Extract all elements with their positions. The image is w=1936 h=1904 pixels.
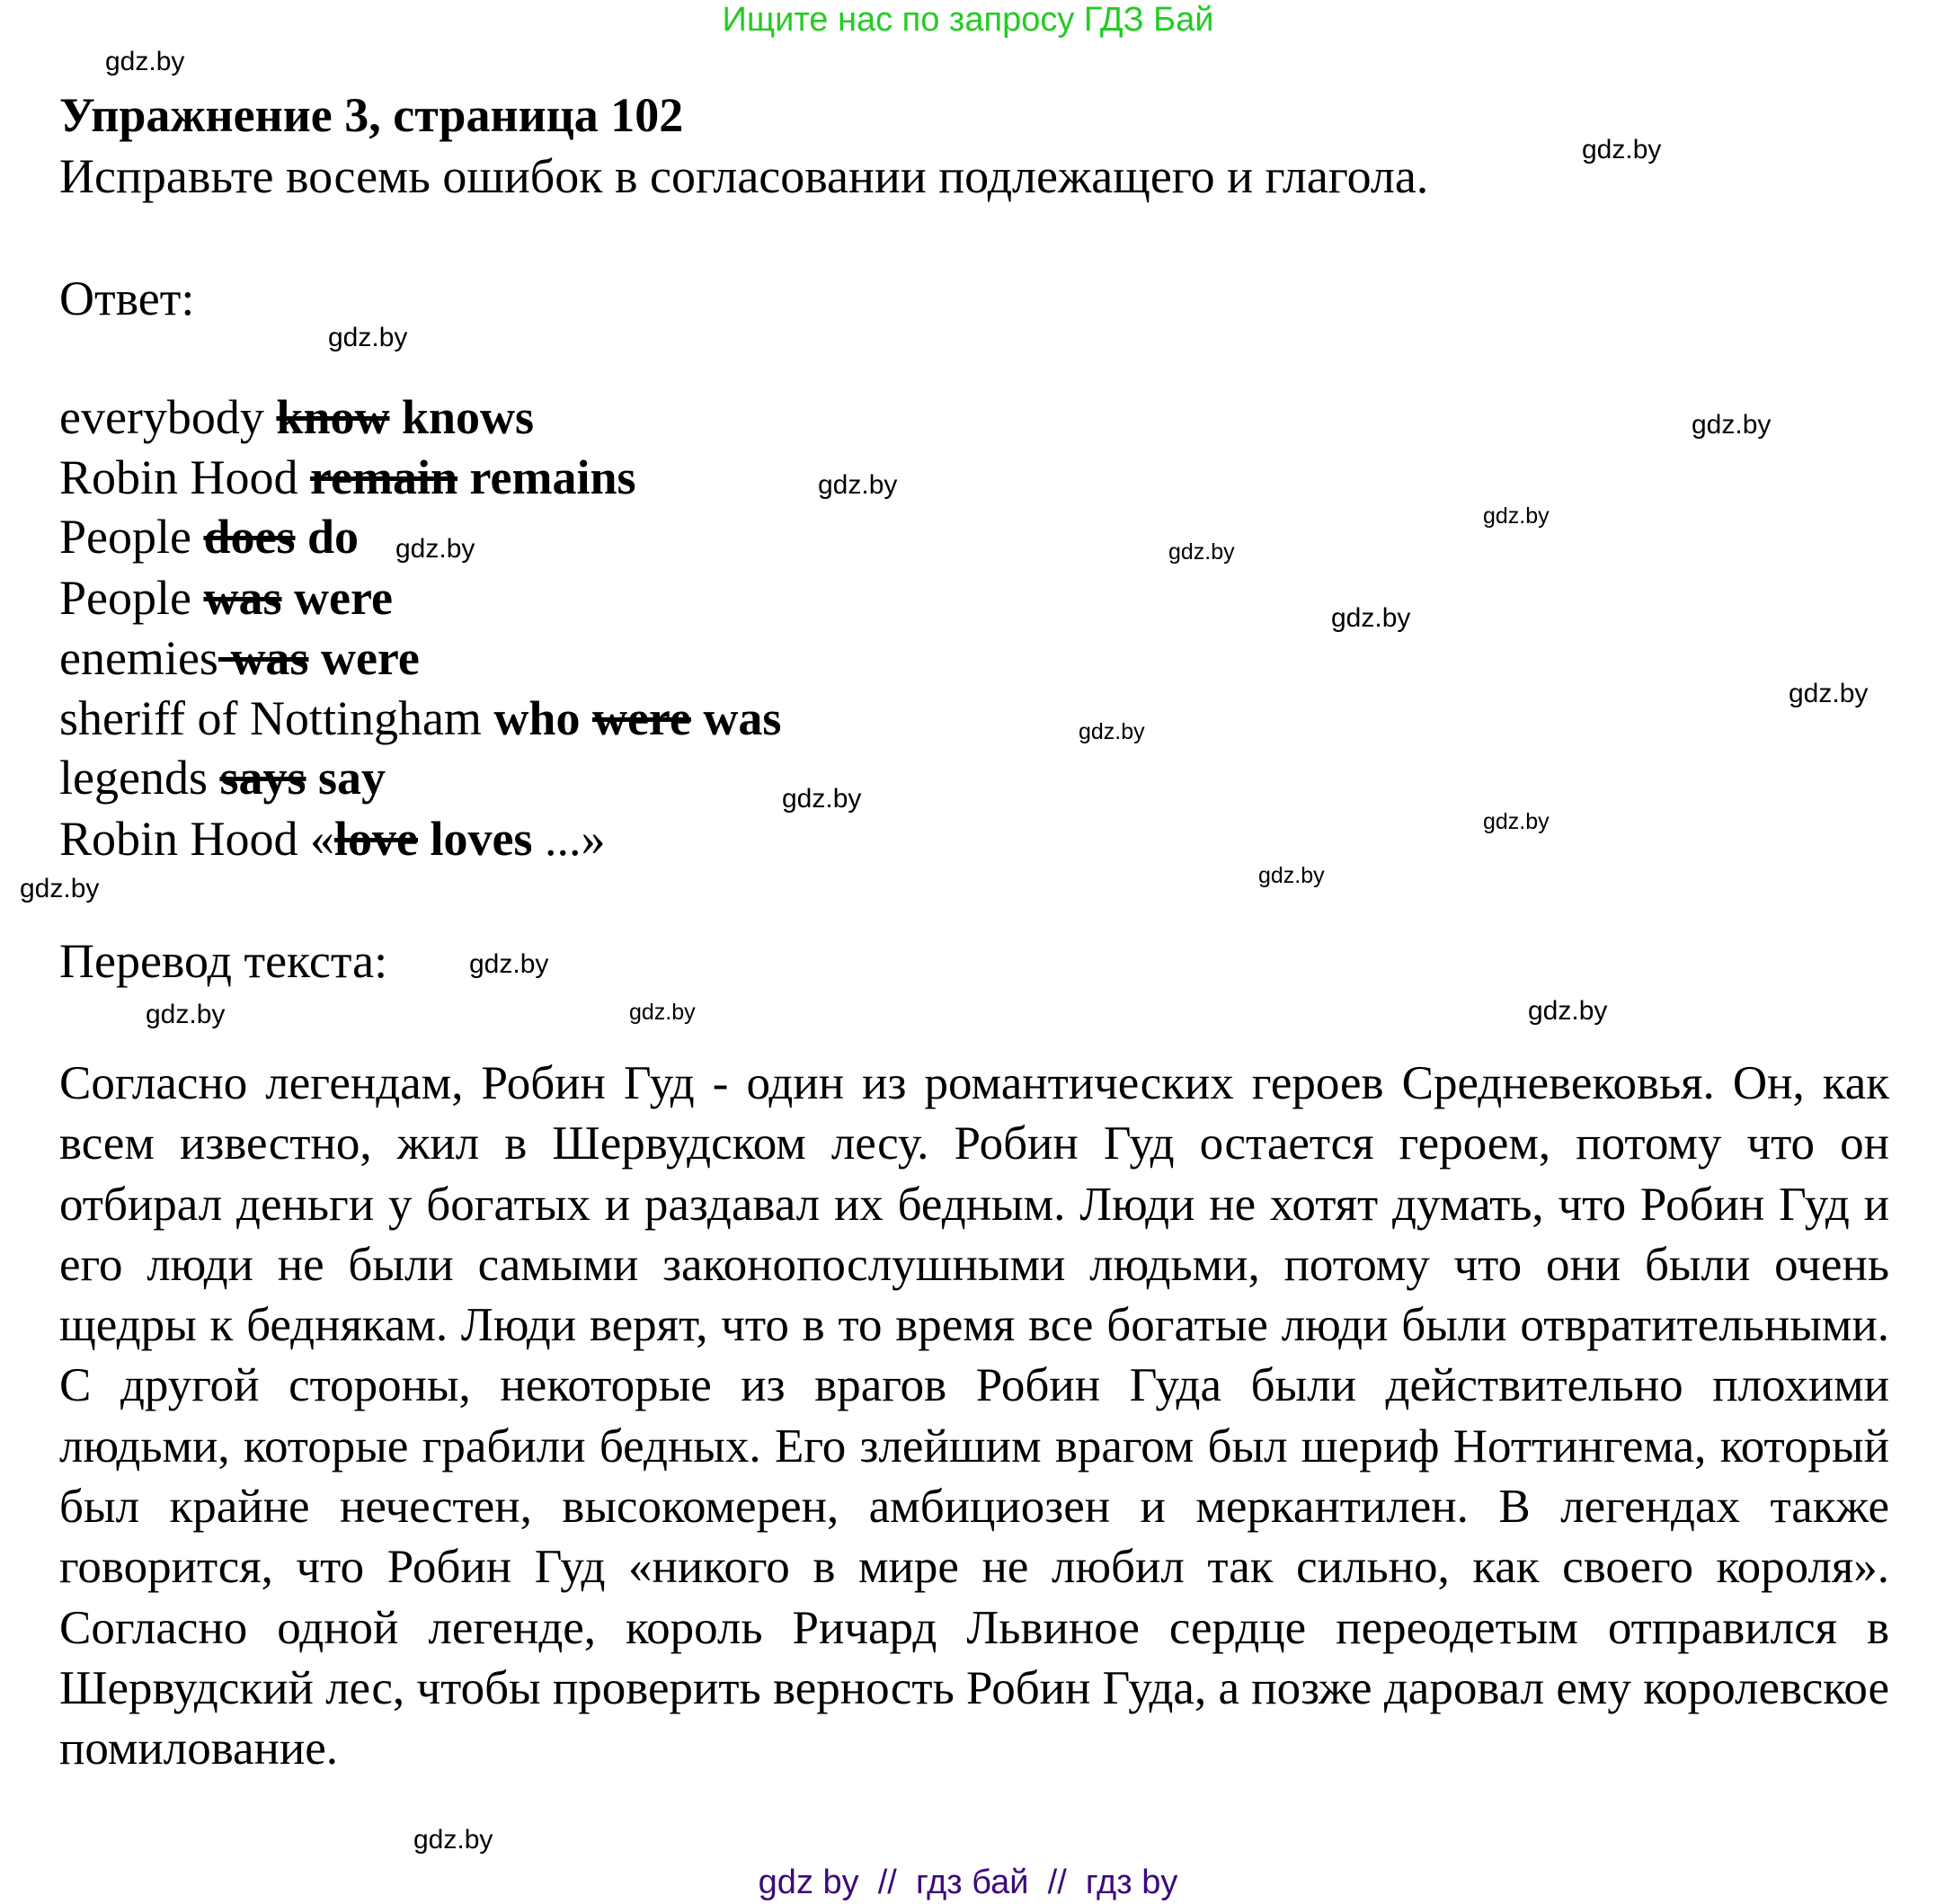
answer-tail: ...» bbox=[532, 812, 606, 866]
answer-correct: were bbox=[308, 631, 420, 685]
answer-label: Ответ: bbox=[59, 271, 195, 325]
answer-correct: was bbox=[690, 691, 782, 745]
watermark: gdz.by bbox=[1079, 719, 1145, 744]
answer-wrong: love bbox=[334, 812, 419, 866]
answer-line bbox=[59, 571, 393, 625]
answer-subject: everybody bbox=[59, 390, 277, 444]
watermark: gdz.by bbox=[1528, 996, 1608, 1026]
answer-line bbox=[59, 510, 359, 564]
watermark: gdz.by bbox=[1789, 679, 1869, 708]
answer-line bbox=[59, 691, 781, 745]
answer-subject: Robin Hood « bbox=[59, 812, 335, 866]
watermark: gdz.by bbox=[395, 534, 475, 564]
watermark: gdz.by bbox=[1483, 809, 1550, 834]
answer-correct: do bbox=[295, 510, 360, 564]
answer-wrong: was bbox=[218, 631, 309, 685]
answer-bold: who bbox=[493, 691, 592, 745]
answer-line bbox=[59, 812, 606, 866]
answer-line bbox=[59, 631, 420, 685]
watermark: gdz.by bbox=[1692, 410, 1772, 440]
answer-line bbox=[59, 751, 386, 805]
answer-wrong: know bbox=[276, 390, 390, 444]
watermark: gdz.by bbox=[20, 874, 100, 903]
watermark: gdz.by bbox=[328, 323, 408, 352]
watermark: gdz.by bbox=[413, 1825, 493, 1855]
watermark: gdz.by bbox=[1483, 503, 1550, 529]
watermark: gdz.by bbox=[782, 784, 862, 814]
answer-wrong: says bbox=[219, 751, 306, 805]
watermark: gdz.by bbox=[1168, 539, 1235, 565]
watermark: gdz.by bbox=[146, 1000, 226, 1029]
watermark: gdz.by bbox=[1258, 863, 1325, 888]
answer-line bbox=[59, 450, 636, 504]
answer-subject: People bbox=[59, 571, 204, 625]
answer-wrong: does bbox=[203, 510, 296, 564]
translation-label: Перевод текста: bbox=[59, 934, 388, 988]
answer-correct: knows bbox=[389, 390, 535, 444]
answer-subject: enemies bbox=[59, 631, 218, 685]
answer-correct: were bbox=[281, 571, 393, 625]
answer-wrong: was bbox=[203, 571, 282, 625]
task-text: Исправьте восемь ошибок в согласовании подлежащего и глагола. bbox=[59, 149, 1429, 203]
translation-text: Согласно легендам, Робин Гуд - один из романтических героев Средневековья. Он, как всем известно, жил в Шервудском лесу. Робин Гуд остается героем, потому что он отбирал деньги у богатых и раздавал их бедным. Люди не хотят думать, что Робин Гуд и его люди не были самыми законопослушными людьми, потому что они были очень щедры к беднякам. Люди верят, что в то время все богатые люди были отвратительными. С другой стороны, некоторые из врагов Робин Гуда были действительно плохими людьми, которые грабили бедных. Его злейшим врагом был шериф Ноттингема, который был крайне нечестен, высокомерен, амбициозен и меркантилен. В легендах также говорится, что Робин Гуд «никого в мире не любил так сильно, как своего короля». Согласно одной легенде, король Ричард Львиное сердце переодетым отправился в Шервудский лес, чтобы проверить верность Робин Гуда, а позже даровал ему королевское помилование. bbox=[59, 1057, 1889, 1775]
answer-subject: Robin Hood bbox=[59, 450, 311, 504]
footer-links: gdz by // гдз бай // гдз by bbox=[758, 1864, 1178, 1901]
answer-line bbox=[59, 390, 534, 444]
watermark: gdz.by bbox=[818, 470, 898, 500]
answer-subject: People bbox=[59, 510, 204, 564]
answer-wrong: were bbox=[591, 691, 691, 745]
watermark: gdz.by bbox=[1331, 603, 1411, 633]
page-title: Упражнение 3, страница 102 bbox=[59, 88, 684, 142]
watermark: gdz.by bbox=[105, 47, 185, 76]
answer-subject: sheriff of Nottingham bbox=[59, 691, 494, 745]
search-banner: Ищите нас по запросу ГДЗ Бай bbox=[722, 1, 1214, 39]
answer-correct: say bbox=[306, 751, 386, 805]
answer-wrong: remain bbox=[310, 450, 458, 504]
watermark: gdz.by bbox=[1582, 135, 1662, 165]
watermark: gdz.by bbox=[629, 1000, 696, 1025]
watermark: gdz.by bbox=[469, 949, 549, 979]
answer-correct: remains bbox=[457, 450, 636, 504]
answer-correct: loves bbox=[418, 812, 533, 866]
answer-subject: legends bbox=[59, 751, 220, 805]
